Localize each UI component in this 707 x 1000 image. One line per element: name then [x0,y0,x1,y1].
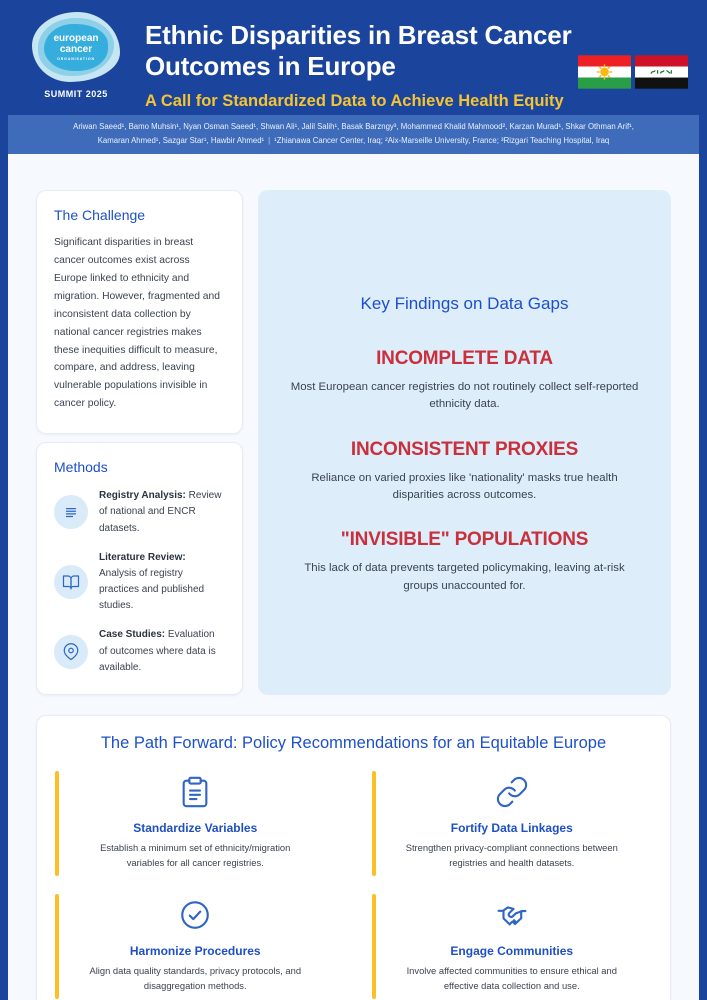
challenge-body: Significant disparities in breast cancer outcomes exist across Europe linked to ethnicity and migration. However, fragmented and inconsistent data collection by national cancer registries makes these inequities difficult to measure, compare, and address, leaving vulnerable populations invisible in cancer policy. [54,237,220,410]
accent-bar [55,771,59,876]
poster-title-line2: Outcomes in Europe [145,51,396,82]
poster-body [8,154,699,1000]
path-forward-card [36,715,671,1000]
map-pin-icon [54,635,88,669]
finding-body: Reliance on varied proxies like 'nationality' masks true health disparities across outcomes. [311,471,618,502]
accent-bar [372,894,376,999]
authors-bar [8,115,699,154]
left-column [36,190,243,695]
recommendation-heading: Engage Communities [450,944,574,959]
method-item-case-studies [54,627,225,676]
authors-line2 [36,134,671,148]
logo-text-line2: cancer [59,44,93,56]
challenge-card [36,190,243,434]
kurdistan-flag [578,55,631,89]
link-icon [495,796,529,813]
finding-body: Most European cancer registries do not routinely collect self-reported ethnicity data. [290,381,639,411]
list-lines-icon [54,495,88,529]
eco-summit-logo [28,12,124,99]
recommendation-body: Strengthen privacy-compliant connections between registries and health datasets. [405,842,618,869]
logo-text-org: ORGANISATION [57,56,95,61]
key-findings-card [258,190,671,695]
authors-line2-names: Kamaran Ahmed¹, Sazgar Star¹, Hawbir Ahmed¹ [97,136,265,146]
recommendation-engage-communities [372,892,653,1000]
path-forward-grid [53,769,654,1000]
authors-affiliations: ¹Zhianawa Cancer Center, Iraq; ²Aix-Marseille University, France; ³Rizgari Teaching Hospital, Iraq [274,136,610,146]
logo-text-line1: european [53,33,99,45]
finding-body: This lack of data prevents targeted policymaking, leaving at-risk groups unaccounted for. [304,562,625,592]
logo-blob-outer [32,12,120,82]
recommendation-heading: Standardize Variables [133,821,258,835]
flags-group [578,55,688,89]
method-item-text: Literature Review: Analysis of registry practices and published studies. [99,551,205,612]
recommendation-fortify-data-linkages [372,769,653,878]
logo-blob-core [44,24,108,71]
recommendation-body: Establish a minimum set of ethnicity/migration variables for all cancer registries. [100,842,291,869]
handshake-icon [495,919,529,936]
check-circle-icon [178,919,212,936]
finding-heading: INCOMPLETE DATA [376,348,553,370]
poster-header [8,0,699,115]
poster-subtitle: A Call for Standardized Data to Achieve Health Equity [145,92,564,111]
recommendation-heading: Harmonize Procedures [129,944,261,959]
accent-bar [372,771,376,876]
finding-incomplete-data [286,348,643,414]
methods-card [36,442,243,695]
authors-separator: | [268,136,271,146]
recommendation-heading: Fortify Data Linkages [450,821,573,835]
methods-title: Methods [54,459,108,476]
title-block [145,20,590,111]
summit-label: SUMMIT 2025 [44,89,108,99]
poster-title [145,20,590,82]
path-forward-title: The Path Forward: Policy Recommendations for an Equitable Europe [100,734,607,752]
finding-heading: "INVISIBLE" POPULATIONS [340,529,589,551]
method-item-registry-analysis [54,488,225,537]
key-findings-title: Key Findings on Data Gaps [360,294,569,314]
finding-heading: INCONSISTENT PROXIES [350,438,579,460]
recommendation-harmonize-procedures [55,892,336,1000]
finding-inconsistent-proxies [286,439,643,505]
recommendation-body: Involve affected communities to ensure ethical and effective data collection and use. [406,965,617,992]
method-item-text: Registry Analysis: Review of national and ENCR datasets. [99,490,222,534]
logo-blob-mid [38,18,114,76]
challenge-title: The Challenge [54,207,146,224]
iraq-flag [635,55,688,89]
finding-invisible-populations [286,529,643,595]
recommendation-standardize-variables [55,769,336,878]
authors-line1: Ariwan Saeed¹, Bamo Muhsin¹, Nyan Osman Saeed¹, Shwan Ali¹, Jalil Salih¹, Basak Barzngy³, Mohammed Khalid Mahmood², Karzan Murad¹, Shkar Othman Arif¹, [73,122,634,131]
method-item-literature-review [54,550,225,615]
accent-bar [55,894,59,999]
recommendation-body: Align data quality standards, privacy protocols, and disaggregation methods. [89,965,302,992]
poster-title-line1: Ethnic Disparities in Breast Cancer [145,20,572,50]
open-book-icon [54,565,88,599]
method-item-text: Case Studies: Evaluation of outcomes where data is available. [99,629,216,673]
clipboard-icon [178,796,212,813]
